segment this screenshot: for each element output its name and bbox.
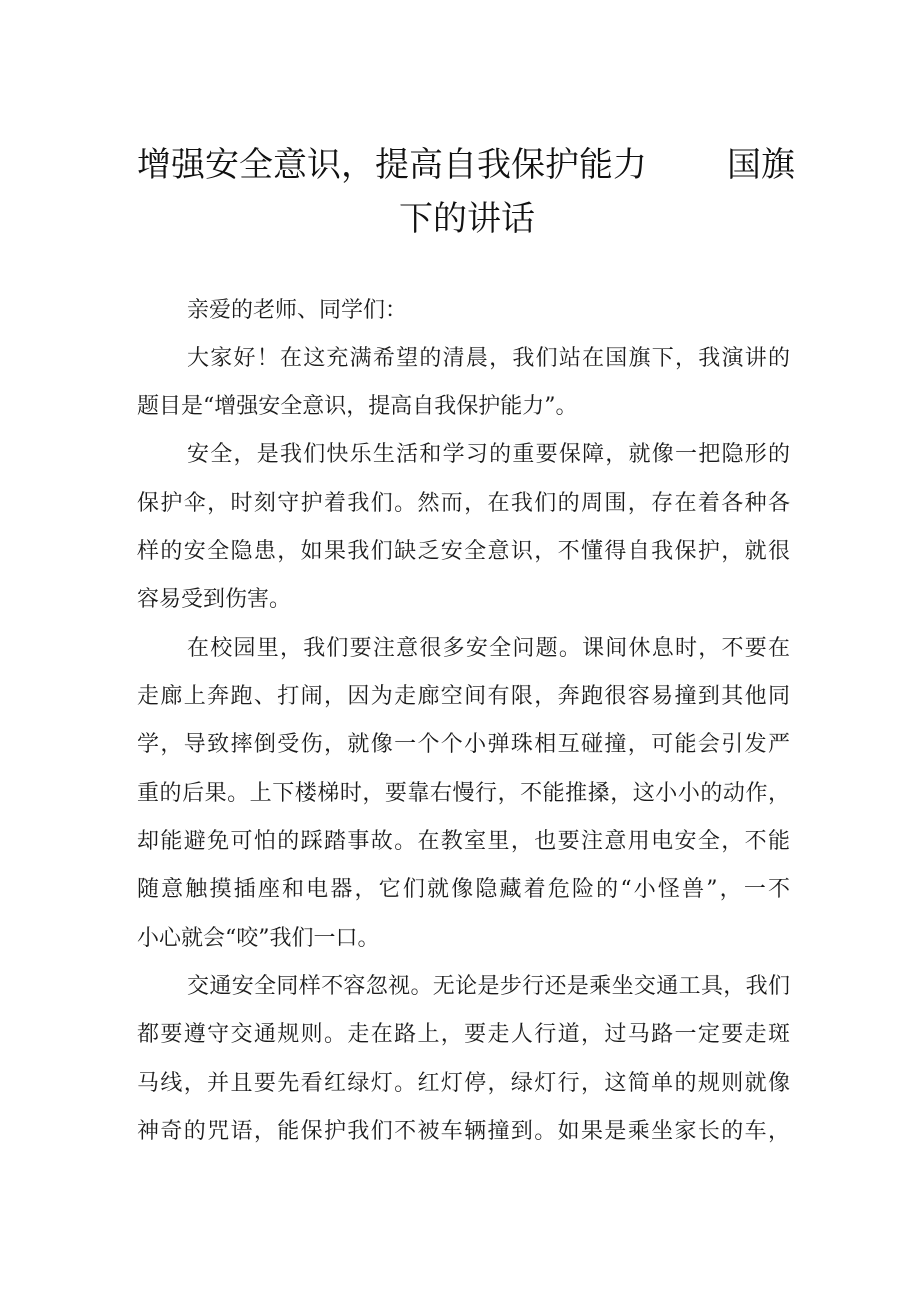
paragraph-line: 神奇的咒语，能保护我们不被车辆撞到。如果是乘坐家长的车， bbox=[137, 1119, 790, 1144]
paragraph-line: 小心就会“咬”我们一口。 bbox=[137, 926, 380, 951]
paragraph-line: 大家好！在这充满希望的清晨，我们站在国旗下，我演讲的 bbox=[187, 346, 790, 371]
paragraph-line: 在校园里，我们要注意很多安全问题。课间休息时，不要在 bbox=[187, 636, 790, 661]
paragraph-line: 随意触摸插座和电器，它们就像隐藏着危险的“小怪兽”，一不 bbox=[137, 877, 790, 902]
paragraph-line: 却能避免可怕的踩踏事故。在教室里，也要注意用电安全，不能 bbox=[137, 829, 790, 854]
paragraph-line: 样的安全隐患，如果我们缺乏安全意识，不懂得自我保护，就很 bbox=[137, 539, 790, 564]
salutation: 亲爱的老师、同学们： bbox=[187, 298, 408, 323]
paragraph-line: 走廊上奔跑、打闹，因为走廊空间有限，奔跑很容易撞到其他同 bbox=[137, 684, 790, 709]
paragraph-line: 安全，是我们快乐生活和学习的重要保障，就像一把隐形的 bbox=[187, 442, 790, 467]
title-line-2: 下的讲话 bbox=[399, 199, 535, 239]
paragraph-line: 都要遵守交通规则。走在路上，要走人行道，过马路一定要走斑 bbox=[137, 1022, 790, 1047]
paragraph-line: 容易受到伤害。 bbox=[137, 587, 292, 612]
paragraph-line: 重的后果。上下楼梯时，要靠右慢行，不能推搡，这小小的动作， bbox=[137, 781, 790, 806]
title-line-1-end: 国旗 bbox=[727, 145, 795, 185]
title-line-1: 增强安全意识，提高自我保护能力 bbox=[137, 145, 647, 185]
paragraph-line: 马线，并且要先看红绿灯。红灯停，绿灯行，这简单的规则就像 bbox=[137, 1071, 790, 1096]
paragraph-line: 题目是“增强安全意识，提高自我保护能力”。 bbox=[137, 394, 578, 419]
paragraph-line: 保护伞，时刻守护着我们。然而，在我们的周围，存在着各种各 bbox=[137, 491, 790, 516]
paragraph-line: 交通安全同样不容忽视。无论是步行还是乘坐交通工具，我们 bbox=[187, 974, 790, 999]
paragraph-line: 学，导致摔倒受伤，就像一个个小弹珠相互碰撞，可能会引发严 bbox=[137, 732, 790, 757]
